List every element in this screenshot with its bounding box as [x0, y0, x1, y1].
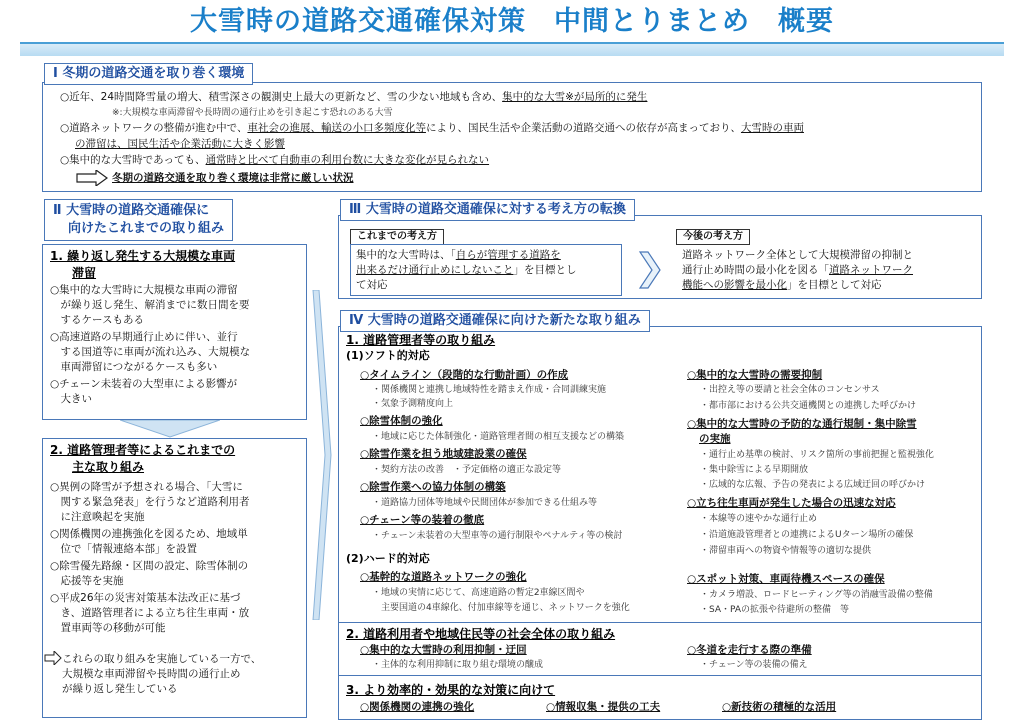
soft-right-item: ・広域的な広報、予告の発表による広域迂回の呼びかけ: [700, 480, 926, 490]
text-underlined: 道路ネットワーク: [829, 264, 913, 276]
panel-2-conclusion-line: が繰り返し発生している: [62, 683, 178, 695]
panel-2-line: 置車両等の移動が可能: [50, 622, 166, 634]
future-approach-label: 今後の考え方: [676, 229, 750, 245]
panel-2-line: き、道路管理者による立ち往生車両・放: [50, 607, 250, 619]
soft-right-item: ・沿道施設管理者との連携によるUターン場所の確保: [700, 530, 914, 540]
soft-right-item: ・都市部における公共交通機関との連携した呼びかけ: [700, 401, 917, 411]
panel-2-line: ○異例の降雪が予想される場合、「大雪に: [50, 481, 243, 493]
s4-soft-title: (1)ソフト的対応: [346, 349, 430, 362]
part-2-right-heading: ○冬道を走行する際の準備: [687, 644, 812, 656]
future-approach-line-2: [682, 263, 913, 277]
soft-left-item: ・チェーン未装着の大型車等の通行制限やペナルティ等の検討: [372, 531, 623, 541]
section-1-note: ※:大規模な車両滞留や長時間の通行止めを引き起こす恐れのある大雪: [112, 108, 393, 118]
panel-2-conclusion-line: 大規模な車両滞留や長時間の通行止め: [62, 668, 241, 680]
soft-right-item: ・通行止め基準の検討、リスク箇所の事前把握と監視強化: [700, 450, 934, 460]
text: ○集中的な大雪時であっても、: [60, 154, 206, 166]
panel-2-line: ○除雪優先路線・区間の設定、除雪体制の: [50, 560, 249, 572]
s4-part-3-title: 3. より効率的・効果的な対策に向けて: [346, 683, 556, 697]
section-2-panel-1-title-2: 滞留: [72, 266, 97, 280]
future-approach-line-3: [682, 278, 882, 292]
s4-part-2-title: 2. 道路利用者や地域住民等の社会全体の取り組み: [346, 627, 616, 641]
soft-left-heading: ○除雪作業への協力体制の構築: [360, 481, 506, 493]
soft-right-item: ・本線等の速やかな通行止め: [700, 514, 818, 524]
text: ○道路ネットワークの整備が進む中で、: [60, 122, 248, 134]
part-2-left-heading: ○集中的な大雪時の利用抑制・迂回: [360, 644, 527, 656]
section-1-line-3: の滞留は、国民生活や企業活動に大きく影響: [75, 138, 285, 150]
future-approach-line-1: 道路ネットワーク全体として大規模滞留の抑制と: [682, 249, 913, 261]
panel-1-line: ○チェーン未装着の大型車による影響が: [50, 378, 238, 390]
panel-2-conclusion-line: これらの取り組みを実施している一方で、: [62, 653, 262, 665]
section-2-header: [44, 199, 233, 241]
text: ○近年、24時間降雪量の増大、積雪深さの観測史上最大の更新など、雪の少ない地域も含め、: [60, 91, 503, 103]
section-2-header-line-2: 向けたこれまでの取り組み: [68, 221, 225, 236]
panel-1-line: するケースもある: [50, 314, 144, 326]
soft-right-item: ・滞留車両への物資や情報等の適切な提供: [700, 546, 872, 556]
soft-right-item: ・集中除雪による早期開放: [700, 465, 809, 475]
part-2-left-item: ・主体的な利用抑制に取り組む環境の醸成: [372, 660, 544, 670]
text: 集中的な大雪時は、「: [356, 249, 456, 261]
soft-left-item: ・関係機関と連携し地域特性を踏まえ作成・合同訓練実施: [372, 385, 607, 395]
text-underlined: 集中的な大雪※が局所的に発生: [502, 91, 648, 103]
section-2-panel-2-title-2: 主な取り組み: [72, 460, 145, 474]
right-arrow-icon: [44, 651, 62, 665]
soft-right-heading-2: の実施: [699, 433, 731, 445]
panel-2-line: 応援等を実施: [50, 575, 124, 587]
panel-2-line: 関する緊急発表」を行うなど道路利用者: [50, 496, 250, 508]
panel-2-line: 位で「情報連絡本部」を設置: [50, 543, 197, 555]
soft-left-item: ・地域に応じた体制強化・道路管理者間の相互支援などの構築: [372, 432, 625, 442]
text-underlined: 機能への影響を最小化: [682, 279, 787, 291]
part-3-item: ○情報収集・提供の工夫: [546, 701, 661, 713]
hard-right-item: ・SA・PAの拡張や待避所の整備 等: [700, 605, 850, 615]
text: 通行止め時間の最小化を図る「: [682, 264, 829, 276]
soft-left-heading: ○除雪体制の強化: [360, 415, 443, 427]
part-3-item: ○関係機関の連携の強化: [360, 701, 475, 713]
section-2-header-line-1: Ⅱ 大雪時の道路交通確保に: [53, 203, 210, 218]
section-2-panel-1-title-1: 1. 繰り返し発生する大規模な車両: [50, 249, 236, 263]
section-1-line-2: [60, 121, 804, 135]
previous-approach-line-3: て対応: [356, 279, 388, 291]
section-4-header: Ⅳ 大雪時の道路交通確保に向けた新たな取り組み: [340, 310, 650, 332]
panel-2-line: に注意喚起を実施: [50, 511, 145, 523]
panel-2-line: ○関係機関の連携強化を図るため、地域単: [50, 528, 248, 540]
section-1-header: Ⅰ 冬期の道路交通を取り巻く環境: [44, 63, 253, 85]
panel-2-line: ○平成26年の災害対策基本法改正に基づ: [50, 592, 241, 604]
text: 」を目標とし: [513, 264, 577, 276]
soft-left-item: ・契約方法の改善 ・予定価格の適正な設定等: [372, 465, 562, 475]
soft-left-item: ・道路協力団体等地域や民間団体が参加できる仕組み等: [372, 498, 598, 508]
previous-approach-line-2: [356, 263, 577, 277]
previous-approach-line-1: [356, 248, 561, 262]
text-underlined: 出来るだけ通行止めにしないこと: [356, 264, 514, 276]
text-underlined: 自らが管理する道路を: [455, 249, 561, 261]
panel-1-line: する国道等に車両が流れ込み、大規模な: [50, 346, 251, 358]
panel-1-line: 車両滞留につながるケースも多い: [50, 361, 218, 373]
section-1-line-1: [60, 90, 647, 104]
section-1-conclusion: 冬期の道路交通を取り巻く環境は非常に厳しい状況: [112, 172, 354, 184]
s4-hard-title: (2)ハード的対応: [346, 552, 430, 565]
section-3-header: Ⅲ 大雪時の道路交通確保に対する考え方の転換: [340, 199, 635, 221]
soft-left-heading: ○チェーン等の装着の徹底: [360, 514, 485, 526]
section-2-panel-2-title-1: 2. 道路管理者等によるこれまでの: [50, 443, 236, 457]
section-1-line-4: [60, 153, 489, 167]
panel-1-line: ○高速道路の早期通行止めに伴い、並行: [50, 331, 238, 343]
soft-right-heading: ○集中的な大雪時の需要抑制: [687, 369, 823, 381]
panel-1-line: が繰り返し発生、解消までに数日間を要: [50, 299, 250, 311]
text-underlined: 大雪時の車両: [740, 122, 804, 134]
part-3-item: ○新技術の積極的な活用: [722, 701, 837, 713]
part-2-right-item: ・チェーン等の装備の備え: [700, 660, 808, 670]
soft-right-heading: ○集中的な大雪時の予防的な通行規制・集中除雪: [687, 418, 917, 430]
soft-right-heading: ○立ち往生車両が発生した場合の迅速な対応: [687, 497, 896, 509]
hard-right-item: ・カメラ増設、ロードヒーティング等の消融雪設備の整備: [700, 590, 933, 600]
hard-right-heading: ○スポット対策、車両待機スペースの確保: [687, 573, 885, 585]
text-underlined: 通常時と比べて自動車の利用台数に大きな変化が見られない: [205, 154, 490, 166]
page-title: 大雪時の道路交通確保対策 中間とりまとめ 概要: [190, 6, 834, 37]
text: 」を目標として対応: [787, 279, 882, 291]
hard-left-heading: ○基幹的な道路ネットワークの強化: [360, 571, 527, 583]
s4-part-1-title: 1. 道路管理者等の取り組み: [346, 333, 496, 347]
text: により、国民生活や企業活動の道路交通への依存が高まっており、: [425, 122, 741, 134]
down-arrow-icon: [120, 420, 220, 438]
panel-1-line: ○集中的な大雪時に大規模な車両の滞留: [50, 284, 238, 296]
text-underlined: 車社会の進展、輸送の小口多頻度化等: [247, 122, 426, 134]
transition-arrow-icon: [311, 290, 333, 620]
soft-right-item: ・出控え等の要請と社会全体のコンセンサス: [700, 385, 880, 395]
title-underline-bar: [20, 42, 1004, 56]
right-arrow-icon: [76, 170, 108, 186]
hard-left-item: 主要国道の4車線化、付加車線等を通じ、ネットワークを強化: [372, 603, 630, 613]
soft-left-heading: ○除雪作業を担う地域建設業の確保: [360, 448, 527, 460]
hard-left-item: ・地域の実情に応じて、高速道路の暫定2車線区間や: [372, 588, 585, 598]
chevron-right-icon: [636, 250, 664, 290]
panel-1-line: 大きい: [50, 393, 92, 405]
previous-approach-label: これまでの考え方: [350, 229, 444, 245]
soft-left-heading: ○タイムライン（段階的な行動計画）の作成: [360, 369, 569, 381]
soft-left-item: ・気象予測精度向上: [372, 399, 454, 409]
